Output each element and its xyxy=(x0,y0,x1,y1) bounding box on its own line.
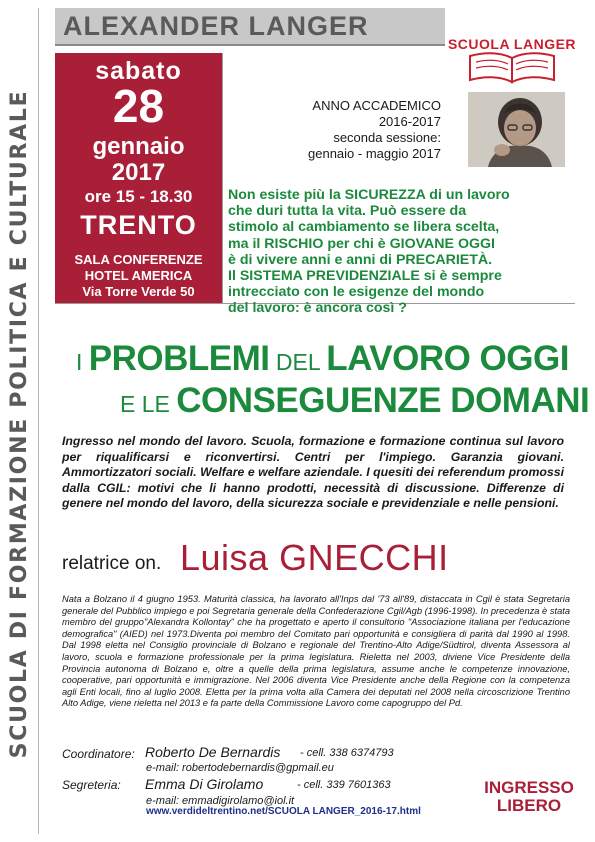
secretary-name: Emma Di Girolamo xyxy=(145,776,264,792)
open-book-icon xyxy=(466,52,558,84)
coordinator-label: Coordinatore: xyxy=(62,747,135,761)
academic-year-label: ANNO ACCADEMICO xyxy=(312,98,441,113)
quote-block xyxy=(228,187,573,317)
title-part: LAVORO OGGI xyxy=(326,339,569,378)
title-part: I xyxy=(76,349,89,375)
secretary-phone: - cell. 339 7601363 xyxy=(297,779,391,791)
event-title-line-1 xyxy=(76,339,576,379)
venue-line-2: HOTEL AMERICA xyxy=(84,268,193,283)
event-year: 2017 xyxy=(111,159,166,186)
title-part: CONSEGUENZE DOMANI xyxy=(176,381,590,420)
event-day: 28 xyxy=(112,80,165,132)
speaker-prefix: relatrice on. xyxy=(62,553,162,574)
quote-line: è di vivere anni e anni di PRECARIETÀ. xyxy=(228,251,493,268)
quote-line: stimolo al cambiamento se libera scelta, xyxy=(228,219,500,236)
entry-line-1: INGRESSO xyxy=(484,778,574,797)
school-vertical-title: SCUOLA DI FORMAZIONE POLITICA E CULTURALE xyxy=(7,89,32,759)
venue-line-1: SALA CONFERENZE xyxy=(74,252,203,267)
vertical-divider xyxy=(38,8,39,834)
title-part: PROBLEMI xyxy=(88,339,270,378)
header-title: ALEXANDER LANGER xyxy=(55,8,445,44)
title-part: E LE xyxy=(120,391,177,417)
website-link[interactable]: www.verdideltrentino.net/SCUOLA LANGER_2016-17.html xyxy=(146,806,421,817)
quote-line: intrecciato con le esigenze del mondo xyxy=(228,284,485,301)
quote-line: Il SISTEMA PREVIDENZIALE si è sempre xyxy=(228,268,502,285)
quote-line: del lavoro: è ancora così ? xyxy=(228,300,407,317)
coordinator-email[interactable]: e-mail: robertodebernardis@gpmail.eu xyxy=(146,762,334,774)
entry-line-2: LIBERO xyxy=(496,796,562,815)
session-period: gennaio - maggio 2017 xyxy=(308,146,441,161)
date-panel xyxy=(55,53,222,303)
event-description: Ingresso nel mondo del lavoro. Scuola, formazione e formazione continua sul lavoro per riqualificarsi e riconvertirsi. Centri per l'impiego. Garanzia giovani. Ammortizzatori sociali. Welfare e welfare aziendale. I quesiti dei referendum promossi dalla CGIL: motivi che li hanno prodotti, necessità di discussione. Differenze di genere nel mondo del lavoro, della sicurezza sociale e previdenziale e nelle pensioni. xyxy=(62,434,564,510)
scuola-langer-logo xyxy=(446,24,578,88)
event-time: ore 15 - 18.30 xyxy=(84,187,193,206)
coordinator-name: Roberto De Bernardis xyxy=(145,744,281,760)
alexander-langer-portrait xyxy=(468,92,565,167)
header-rule xyxy=(55,44,445,46)
quote-line: che duri tutta la vita. Può essere da xyxy=(228,203,467,220)
logo-text: SCUOLA LANGER xyxy=(447,36,577,52)
event-city: TRENTO xyxy=(80,210,197,240)
venue-line-3: Via Torre Verde 50 xyxy=(82,284,195,299)
event-title-line-2 xyxy=(120,381,590,421)
speaker-bio: Nata a Bolzano il 4 giugno 1953. Maturità classica, ha lavorato all'Inps dal '73 all'89, distaccata in Cgil è stata Segretaria generale del Pubblico impiego e poi Segretaria generale della Confederazione Cgil/Agb (1996-1998). In precedenza è stata membro del gruppo"Alexandra Kollontay" che ha progettato e aperto il consultorio "Associazione italiana per l'educazione demografica" (AIED) nel 1973.Diventa poi membro del Comitato pari opportunità e consigliera di parità dal 1990 al 1998. Dal 1998 eletta nel Consiglio provinciale di Bolzano e regionale del Trentino-Alto Adige/Südtirol, diventa Assessora al lavoro, scuola e formazione professionale per la prima legislatura. Rieletta nel 2003, diviene Vice Presidente della Provincia autonoma di Bolzano e, oltre a quelle della prima legislatura, assume anche le competenze innovazione, cooperative, pari opportunità e immigrazione. Nel 2006 diventa Vice Presidente anche della Regione con la competenza agli Enti locali, fino al luglio 2008. Eletta per la prima volta alla Camera dei deputati nel 2008 nella circoscrizione Trentino Alto Adige, viene rieletta nel 2013 e fa parte della Commissione Lavoro come capogruppo del Pd. xyxy=(62,594,570,709)
speaker-name: Luisa GNECCHI xyxy=(180,537,449,578)
academic-year-value: 2016-2017 xyxy=(378,114,441,129)
session-label: seconda sessione: xyxy=(333,130,441,145)
coordinator-phone: - cell. 338 6374793 xyxy=(300,747,394,759)
secretary-label: Segreteria: xyxy=(62,778,121,792)
quote-line: Non esiste più la SICUREZZA di un lavoro xyxy=(228,187,510,203)
free-entry-badge xyxy=(484,779,574,815)
event-month: gennaio xyxy=(92,133,185,160)
title-part: DEL xyxy=(269,349,327,375)
secretary-email[interactable]: e-mail: emmadigirolamo@iol.it xyxy=(146,795,295,807)
quote-line: ma il RISCHIO per chi è GIOVANE OGGI xyxy=(228,235,495,252)
event-weekday: sabato xyxy=(95,57,182,85)
panel-divider-vertical xyxy=(222,53,223,303)
